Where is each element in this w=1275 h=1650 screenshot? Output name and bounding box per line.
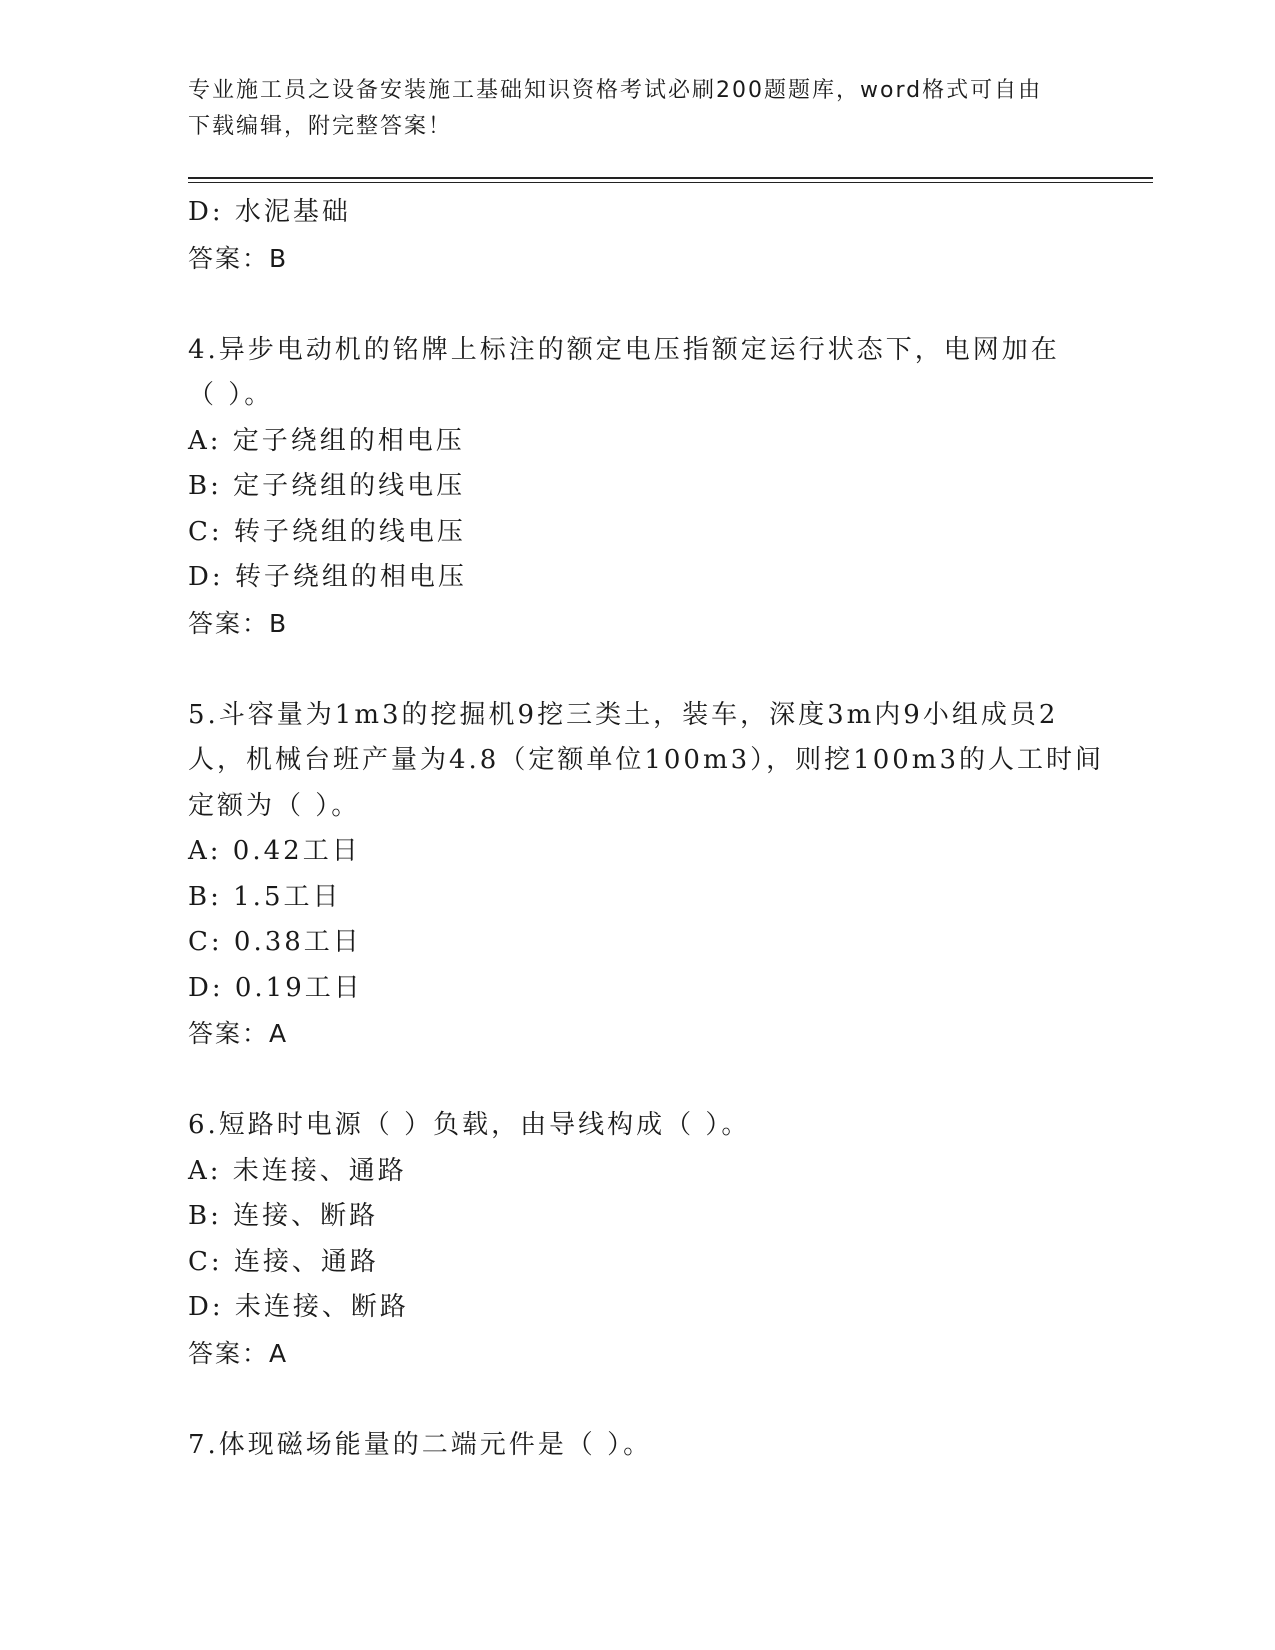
q5-answer: 答案：A bbox=[188, 1019, 289, 1048]
question-5 bbox=[188, 693, 1104, 1058]
q5-stem-line-2: 人，机械台班产量为4.8（定额单位100m3），则挖100m3的人工时间 bbox=[188, 745, 1104, 775]
q4-option-b: B: 定子绕组的线电压 bbox=[188, 471, 466, 501]
document-header bbox=[188, 73, 1068, 145]
header-divider-thick bbox=[188, 177, 1153, 179]
q3-option-d: D: 水泥基础 bbox=[188, 197, 351, 227]
q4-stem-line-2: （ ）。 bbox=[188, 380, 274, 410]
q4-answer: 答案：B bbox=[188, 608, 289, 638]
q5-stem-line-3: 定额为（ ）。 bbox=[188, 790, 361, 821]
q6-option-d: D: 未连接、断路 bbox=[188, 1292, 409, 1322]
q5-stem-line-1: 5.斗容量为1m3的挖掘机9挖三类土，装车，深度3m内9小组成员2 bbox=[188, 699, 1059, 730]
q6-answer: 答案：A bbox=[188, 1338, 289, 1368]
header-line-1: 专业施工员之设备安装施工基础知识资格考试必刷200题题库，word格式可自由 bbox=[188, 78, 1043, 103]
q5-option-a: A: 0.42工日 bbox=[188, 836, 361, 866]
q6-option-b: B: 连接、断路 bbox=[188, 1201, 379, 1231]
question-6 bbox=[188, 1103, 1088, 1377]
q6-option-a: A: 未连接、通路 bbox=[188, 1155, 407, 1186]
q7-stem-line-1: 7.体现磁场能量的二端元件是（ ）。 bbox=[188, 1429, 653, 1460]
header-divider-thin bbox=[188, 182, 1153, 183]
q6-stem-line-1: 6.短路时电源（ ）负载，由导线构成（ ）。 bbox=[188, 1110, 751, 1140]
question-4 bbox=[188, 328, 1088, 647]
q5-option-b: B: 1.5工日 bbox=[188, 881, 342, 912]
q4-option-c: C: 转子绕组的线电压 bbox=[188, 516, 466, 547]
question-list bbox=[188, 190, 1104, 1468]
question-7 bbox=[188, 1423, 1088, 1469]
q3-answer: 答案：B bbox=[188, 243, 289, 273]
q4-option-a: A: 定子绕组的相电压 bbox=[188, 425, 465, 456]
header-line-2: 下载编辑，附完整答案！ bbox=[188, 114, 453, 139]
q4-stem-line-1: 4.异步电动机的铭牌上标注的额定电压指额定运行状态下，电网加在 bbox=[188, 334, 1060, 365]
question-3 bbox=[188, 190, 1088, 282]
q4-option-d: D: 转子绕组的相电压 bbox=[188, 562, 467, 592]
q6-option-c: C: 连接、通路 bbox=[188, 1246, 379, 1277]
q5-option-d: D: 0.19工日 bbox=[188, 972, 363, 1003]
q5-option-c: C: 0.38工日 bbox=[188, 927, 362, 957]
